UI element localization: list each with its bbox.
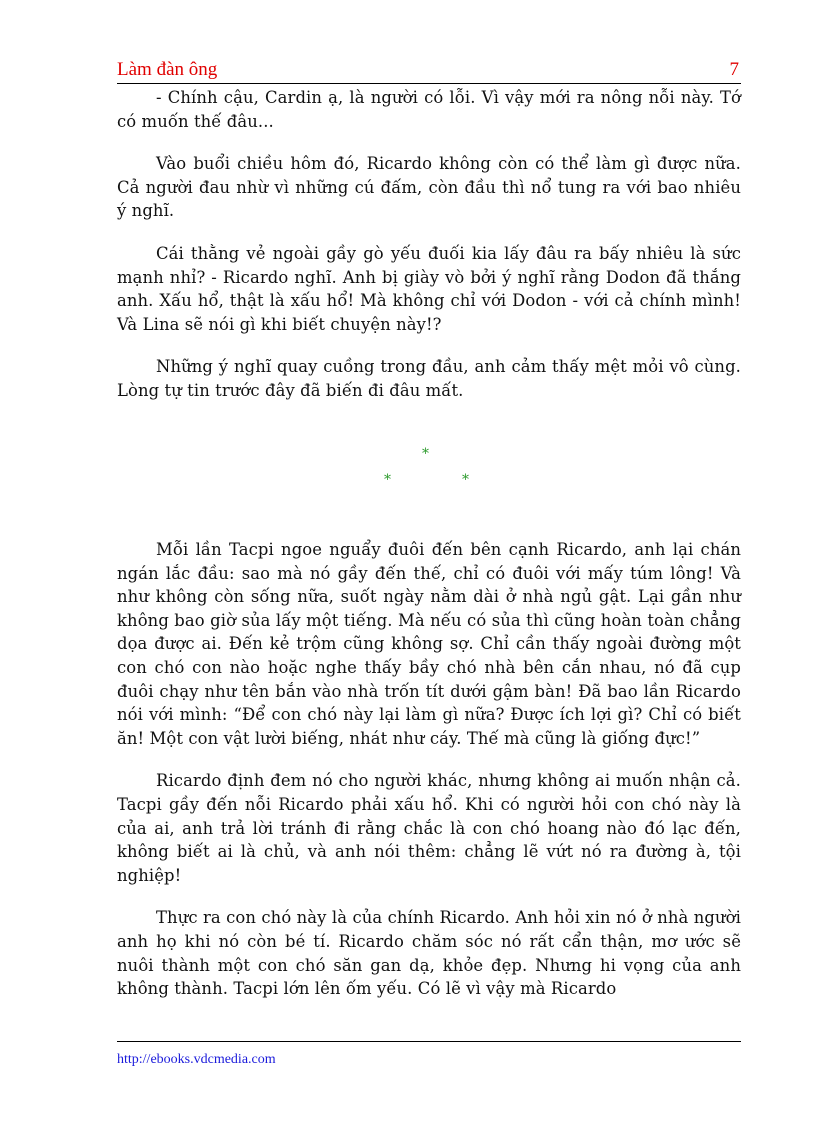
paragraph: Vào buổi chiều hôm đó, Ricardo không còn có thể làm gì được nữa. Cả người đau nhừ vì những cú đấm, còn đầu thì nổ tung ra với bao nhiêu ý nghĩ. <box>117 154 741 221</box>
paragraph: Ricardo định đem nó cho người khác, nhưng không ai muốn nhận cả. Tacpi gầy đến nỗi Ricardo phải xấu hổ. Khi có người hỏi con chó này là của ai, anh trả lời tránh đi rằng chắc là con chó hoang nào đó lạc đến, không biết ai là chủ, và anh nói thêm: chẳng lẽ vứt nó ra đường à, tội nghiệp! <box>117 771 741 885</box>
paragraph: - Chính cậu, Cardin ạ, là người có lỗi. Vì vậy mới ra nông nỗi này. Tớ có muốn thế đâu... <box>117 88 741 131</box>
paragraph: Những ý nghĩ quay cuồng trong đầu, anh cảm thấy mệt mỏi vô cùng. Lòng tự tin trước đây đã biến đi đâu mất. <box>117 357 741 400</box>
footer-link[interactable]: http://ebooks.vdcmedia.com <box>117 1052 276 1067</box>
paragraph: Thực ra con chó này là của chính Ricardo. Anh hỏi xin nó ở nhà người anh họ khi nó còn bé tí. Ricardo chăm sóc nó rất cẩn thận, mơ ước sẽ nuôi thành một con chó săn gan dạ, khỏe đẹp. Nhưng hi vọng của anh không thành. Tacpi lớn lên ốm yếu. Có lẽ vì vậy mà Ricardo <box>117 908 741 999</box>
page-footer <box>117 1041 741 1068</box>
separator-star: * <box>384 472 391 488</box>
page-header <box>117 59 741 84</box>
text-section-bottom <box>117 538 741 1001</box>
paragraph: Mỗi lần Tacpi ngoe nguẩy đuôi đến bên cạnh Ricardo, anh lại chán ngán lắc đầu: sao mà nó gầy đến thế, chỉ có đuôi với mấy túm lông! Và như không còn sống nữa, suốt ngày nằm dài ở nhà ngủ gật. Lại gần như không bao giờ sủa lấy một tiếng. Mà nếu có sủa thì cũng hoàn toàn chẳng dọa được ai. Đến kẻ trộm cũng không sợ. Chỉ cần thấy ngoài đường một con chó con nào hoặc nghe thấy bầy chó nhà bên cắn nhau, nó đã cụp đuôi chạy như tên bắn vào nhà trốn tít dưới gậm bàn! Đã bao lần Ricardo nói với mình: “Để con chó này lại làm gì nữa? Được ích lợi gì? Chỉ có biết ăn! Một con vật lười biếng, nhát như cáy. Thế mà cũng là giống đực!” <box>117 540 741 748</box>
paragraph: Cái thằng vẻ ngoài gầy gò yếu đuối kia lấy đâu ra bấy nhiêu là sức mạnh nhỉ? - Ricardo nghĩ. Anh bị giày vò bởi ý nghĩ rằng Dodon đã thắng anh. Xấu hổ, thật là xấu hổ! Mà không chỉ với Dodon - với cả chính mình! Và Lina sẽ nói gì khi biết chuyện này!? <box>117 243 741 334</box>
book-title: Làm đàn ông <box>117 59 218 80</box>
page-number: 7 <box>729 59 739 80</box>
separator-star: * <box>462 472 469 488</box>
section-separator <box>117 446 741 496</box>
separator-star: * <box>422 446 429 462</box>
text-section-top <box>117 86 741 403</box>
